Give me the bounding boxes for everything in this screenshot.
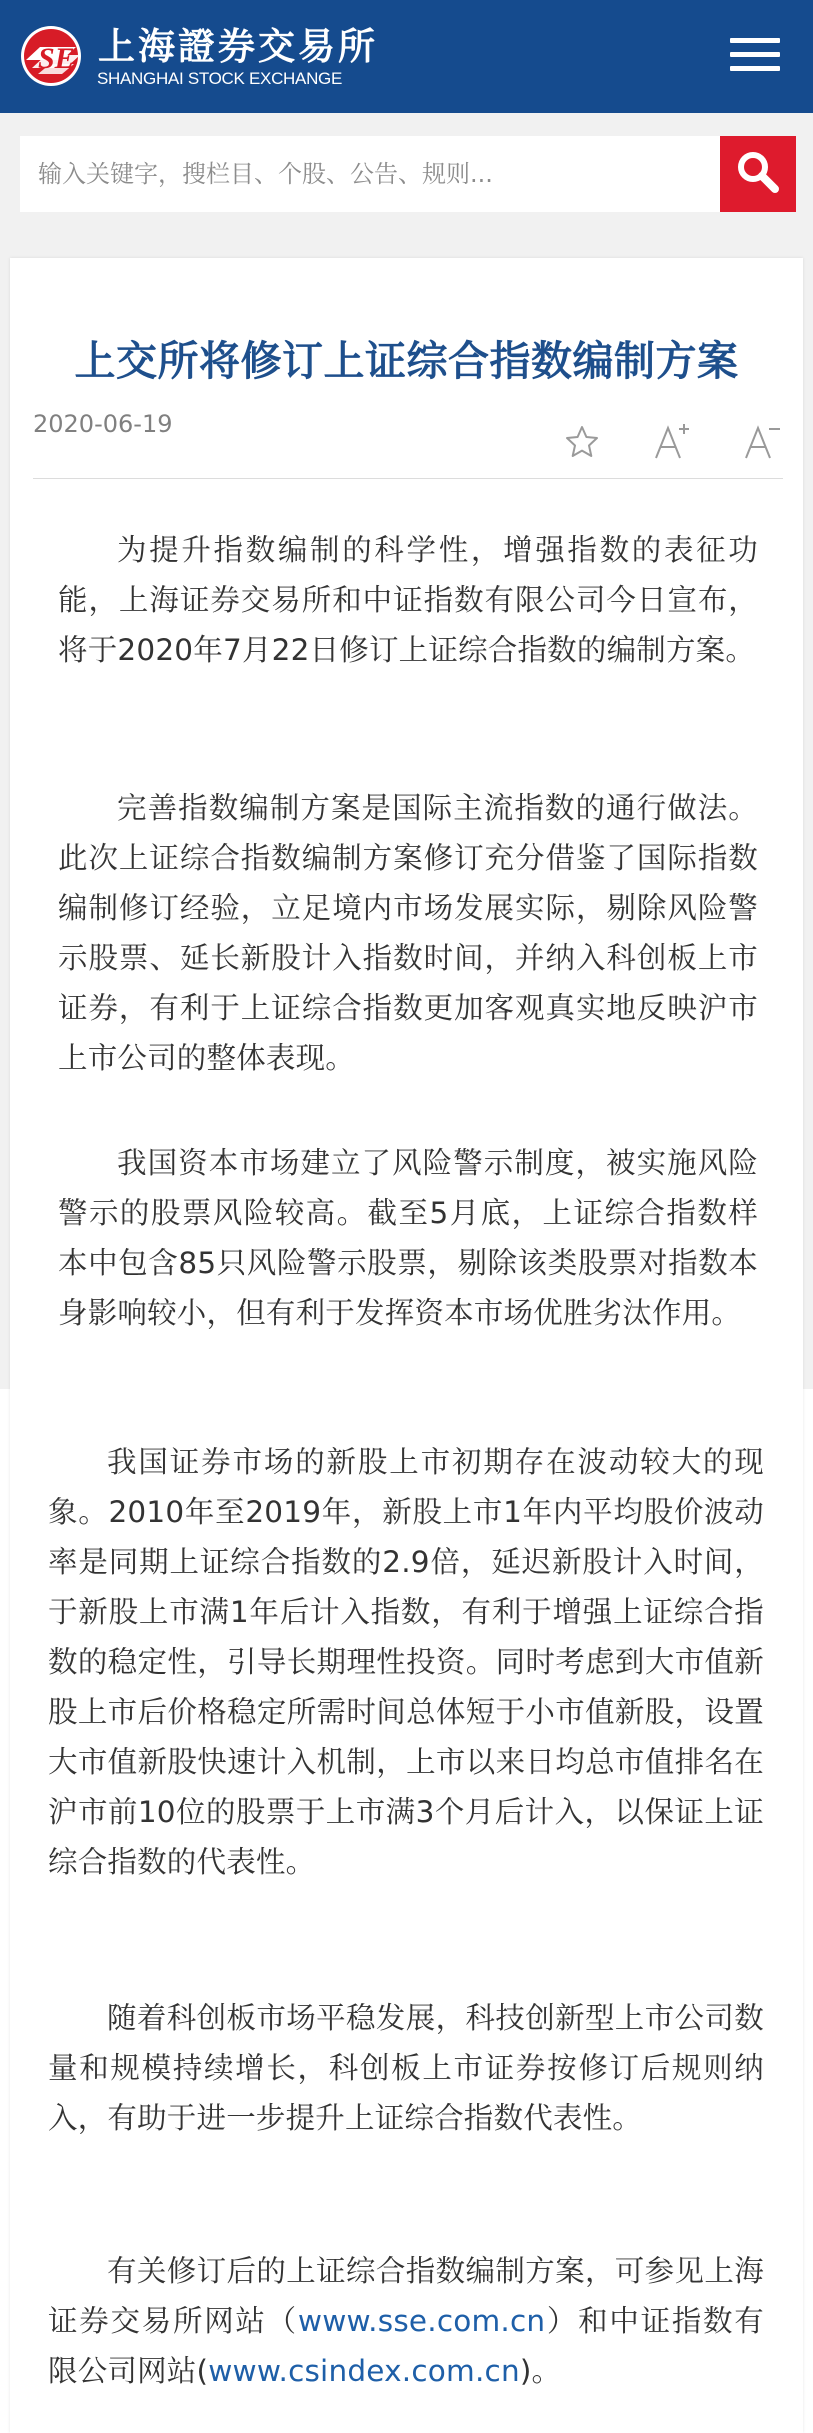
hamburger-menu-icon[interactable]	[727, 34, 783, 76]
search-icon	[720, 136, 796, 212]
logo-chinese-name: 上海證券交易所	[98, 24, 378, 68]
article-paragraph-references	[48, 2246, 764, 2396]
sse-website-link[interactable]: www.sse.com.cn	[297, 2304, 546, 2338]
article-title: 上交所将修订上证综合指数编制方案	[74, 337, 739, 385]
svg-text:SE: SE	[38, 42, 75, 75]
logo-english-name: SHANGHAI STOCK EXCHANGE	[97, 69, 343, 88]
csindex-website-link[interactable]: www.csindex.com.cn	[208, 2354, 520, 2388]
font-decrease-icon[interactable]	[742, 418, 784, 462]
article-paragraph: 我国资本市场建立了风险警示制度，被实施风险警示的股票风险较高。截至5月底，上证综合指数样本中包含85只风险警示股票，剔除该类股票对指数本身影响较小，但有利于发挥资本市场优胜劣汰作用。	[58, 1146, 758, 1330]
sse-logo[interactable]	[18, 24, 88, 88]
article-paragraph: 随着科创板市场平稳发展，科技创新型上市公司数量和规模持续增长，科创板上市证券按修订后规则纳入，有助于进一步提升上证综合指数代表性。	[48, 2001, 764, 2135]
article-paragraph: 为提升指数编制的科学性，增强指数的表征功能，上海证券交易所和中证指数有限公司今日宣布，将于2020年7月22日修订上证综合指数的编制方案。	[58, 533, 758, 667]
reference-text: ）和中证指数有限公司网站(	[48, 2304, 764, 2388]
site-header	[0, 0, 813, 113]
reference-text: 有关修订后的上证综合指数编制方案，可参见上海证券交易所网站（	[48, 2254, 764, 2338]
star-icon[interactable]	[564, 424, 600, 460]
search-input[interactable]	[20, 136, 720, 212]
font-increase-icon[interactable]	[652, 418, 694, 462]
article-paragraph: 完善指数编制方案是国际主流指数的通行做法。此次上证综合指数编制方案修订充分借鉴了国际指数编制修订经验，立足境内市场发展实际，剔除风险警示股票、延长新股计入指数时间，并纳入科创板上市证券，有利于上证综合指数更加客观真实地反映沪市上市公司的整体表现。	[58, 791, 758, 1075]
reference-text: )。	[519, 2354, 562, 2388]
search-button[interactable]	[720, 136, 796, 212]
title-divider	[33, 478, 783, 479]
article-paragraph: 我国证券市场的新股上市初期存在波动较大的现象。2010年至2019年，新股上市1年内平均股价波动率是同期上证综合指数的2.9倍，延迟新股计入时间，于新股上市满1年后计入指数，有利于增强上证综合指数的稳定性，引导长期理性投资。同时考虑到大市值新股上市后价格稳定所需时间总体短于小市值新股，设置大市值新股快速计入机制，上市以来日均总市值排名在沪市前10位的股票于上市满3个月后计入，以保证上证综合指数的代表性。	[48, 1445, 764, 1879]
article-date: 2020-06-19	[33, 410, 173, 438]
